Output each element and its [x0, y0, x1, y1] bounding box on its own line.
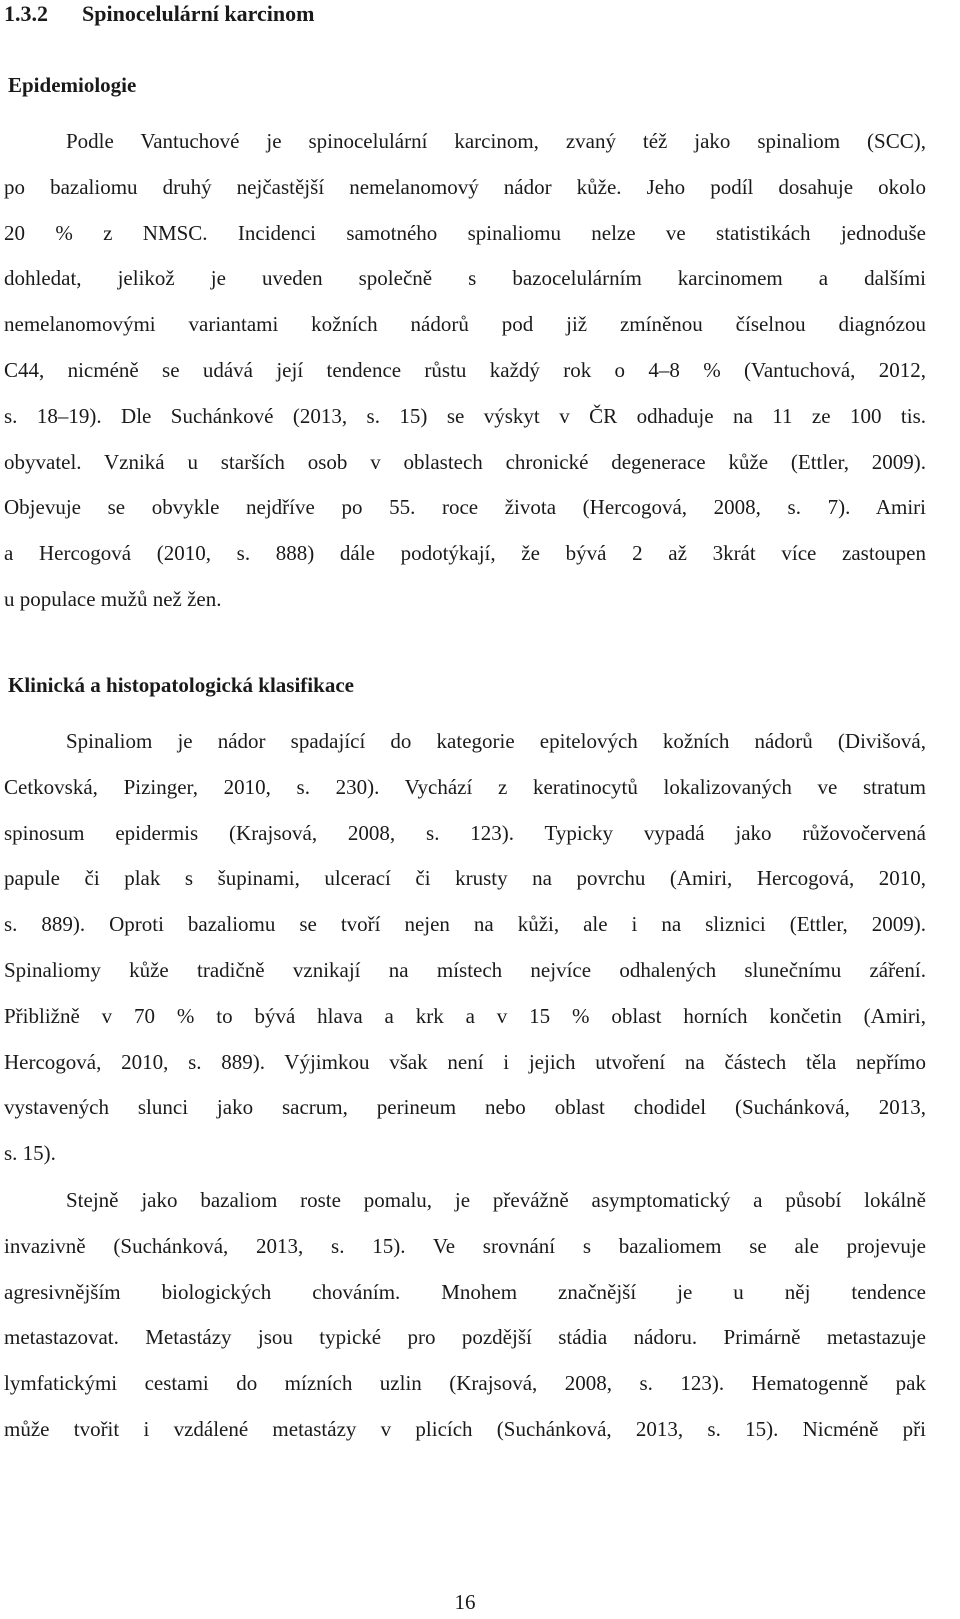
text-line: Hercogová, 2010, s. 889). Výjimkou však není i jejich utvoření na částech těla nepřímo — [4, 1049, 926, 1074]
text-line: nemelanomovými variantami kožních nádorů pod již zmíněnou číselnou diagnózou — [4, 312, 926, 337]
text-line: obyvatel. Vzniká u starších osob v oblastech chronické degenerace kůže (Ettler, 2009). — [4, 449, 926, 474]
text-line: po bazaliomu druhý nejčastější nemelanomový nádor kůže. Jeho podíl dosahuje okolo — [4, 174, 926, 199]
text-line: Objevuje se obvykle nejdříve po 55. roce života (Hercogová, 2008, s. 7). Amiri — [4, 495, 926, 520]
text-line: dohledat, jelikož je uveden společně s bazocelulárním karcinomem a dalšími — [4, 266, 926, 291]
text-line: Podle Vantuchové je spinocelulární karcinom, zvaný též jako spinaliom (SCC), — [66, 129, 926, 153]
text-line: agresivnějším biologických chováním. Mnohem značnější je u něj tendence — [4, 1279, 926, 1304]
section-heading — [4, 0, 314, 28]
text-line: u populace mužů než žen. — [4, 586, 222, 611]
text-line: Stejně jako bazaliom roste pomalu, je převážně asymptomatický a působí lokálně — [66, 1188, 926, 1212]
text-line: papule či plak s šupinami, ulcerací či krusty na povrchu (Amiri, Hercogová, 2010, — [4, 866, 926, 891]
paragraph-epidemiology — [4, 119, 926, 623]
subheading-classification: Klinická a histopatologická klasifikace — [8, 673, 354, 697]
text-line: invazivně (Suchánková, 2013, s. 15). Ve srovnání s bazaliomem se ale projevuje — [4, 1233, 926, 1258]
text-line: spinosum epidermis (Krajsová, 2008, s. 123). Typicky vypadá jako růžovočervená — [4, 820, 926, 845]
text-line: vystavených slunci jako sacrum, perineum nebo oblast chodidel (Suchánková, 2013, — [4, 1095, 926, 1120]
paragraph-classification-1 — [4, 719, 926, 1177]
section-number: 1.3.2 — [4, 1, 48, 26]
text-line: Cetkovská, Pizinger, 2010, s. 230). Vychází z keratinocytů lokalizovaných ve stratum — [4, 774, 926, 799]
text-line: C44, nicméně se udává její tendence růstu každý rok o 4–8 % (Vantuchová, 2012, — [4, 357, 926, 382]
page-number: 16 — [454, 1590, 476, 1614]
text-line: Spinaliomy kůže tradičně vznikají na místech nejvíce odhalených slunečnímu záření. — [4, 957, 926, 982]
text-line: metastazovat. Metastázy jsou typické pro pozdější stádia nádoru. Primárně metastazuje — [4, 1325, 926, 1350]
text-line: 20 % z NMSC. Incidenci samotného spinaliomu nelze ve statistikách jednoduše — [4, 220, 926, 245]
text-line: a Hercogová (2010, s. 888) dále podotýkají, že bývá 2 až 3krát více zastoupen — [4, 541, 926, 566]
subheading-epidemiology: Epidemiologie — [8, 73, 137, 97]
section-title: Spinocelulární karcinom — [82, 1, 315, 26]
text-line: lymfatickými cestami do mízních uzlin (Krajsová, 2008, s. 123). Hematogenně pak — [4, 1371, 926, 1396]
text-line: s. 889). Oproti bazaliomu se tvoří nejen na kůži, ale i na sliznici (Ettler, 2009). — [4, 912, 926, 937]
text-line: může tvořit i vzdálené metastázy v plicích (Suchánková, 2013, s. 15). Nicméně při — [4, 1416, 926, 1441]
text-line: s. 18–19). Dle Suchánkové (2013, s. 15) se výskyt v ČR odhaduje na 11 ze 100 tis. — [4, 403, 926, 428]
text-line: Přibližně v 70 % to bývá hlava a krk a v 15 % oblast horních končetin (Amiri, — [4, 1003, 926, 1028]
text-line: s. 15). — [4, 1141, 56, 1166]
paragraph-classification-2 — [4, 1178, 926, 1453]
text-line: Spinaliom je nádor spadající do kategorie epitelových kožních nádorů (Divišová, — [66, 729, 926, 753]
